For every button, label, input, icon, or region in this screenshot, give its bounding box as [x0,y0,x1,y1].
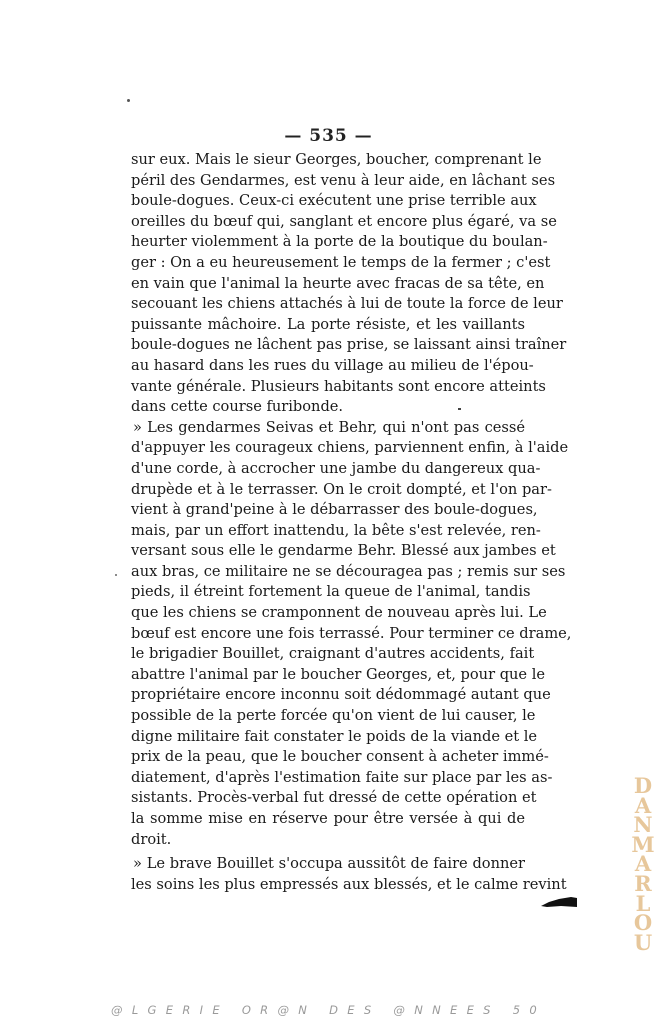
text-line: boule-dogues ne lâchent pas prise, se laissant ainsi traîner [131,336,567,354]
text-line: mais, par un effort inattendu, la bête s'est relevée, ren- [131,521,541,539]
text-line: dans cette course furibonde. [131,398,344,416]
footer-watermark: @LGERIE OR@N DES @NNEES 50 [111,1003,546,1017]
text-line: heurter violemment à la porte de la boutique du boulan- [131,233,548,251]
text-line: oreilles du bœuf qui, sanglant et encore plus égaré, va se [131,212,557,230]
text-line: boule-dogues. Ceux-ci exécutent une prise terrible aux [131,192,537,210]
page-number: — 535 — [284,126,373,146]
text-line: possible de la perte forcée qu'on vient de lui causer, le [131,707,536,725]
text-line: » Le brave Bouillet s'occupa aussitôt de faire donner [133,855,525,873]
text-line: d'appuyer les courageux chiens, parviennent enfin, à l'aide [131,439,569,457]
text-line: les soins les plus empressés aux blessés, et le calme revint [131,875,567,893]
text-line: au hasard dans les rues du village au milieu de l'épou- [131,356,534,374]
text-line: » Les gendarmes Seivas et Behr, qui n'ont pas cessé [133,418,525,436]
ink-speck [127,99,130,102]
text-line: d'une corde, à accrocher une jambe du dangereux qua- [131,459,541,477]
text-line: sur eux. Mais le sieur Georges, boucher, comprenant le [131,151,542,168]
text-line: vient à grand'peine à le débarrasser des boule-dogues, [131,501,538,519]
text-line: en vain que l'animal la heurte avec fracas de sa tête, en [131,274,545,292]
text-line: ger : On a eu heureusement le temps de la fermer ; c'est [131,253,551,271]
text-line: secouant les chiens attachés à lui de toute la force de leur [131,295,563,313]
text-line: le brigadier Bouillet, craignant d'autres accidents, fait [131,645,535,663]
text-line: propriétaire encore inconnu soit dédommagé autant que [131,686,551,704]
text-line: vante générale. Plusieurs habitants sont encore atteints [131,377,546,395]
text-line: abattre l'animal par le boucher Georges, et, pour que le [131,665,546,683]
ink-blot-icon [541,896,577,908]
text-line: diatement, d'après l'estimation faite sur place par les as- [131,768,553,786]
text-line: versant sous elle le gendarme Behr. Blessé aux jambes et [131,542,556,560]
text-line: droit. [131,830,172,848]
text-line: pieds, il étreint fortement la queue de l'animal, tandis [131,583,531,601]
text-line: puissante mâchoire. La porte résiste, et les vaillants [131,315,525,333]
body-text [131,150,572,895]
text-line: drupède et à le terrasser. On le croit dompté, et l'on par- [131,480,552,498]
text-line: aux bras, ce militaire ne se découragea pas ; remis sur ses [131,562,566,580]
text-line: la somme mise en réserve pour être versée à qui de [131,810,525,827]
text-line: bœuf est encore une fois terrassé. Pour terminer ce drame, [131,624,572,642]
side-watermark: DANMARLOU [631,773,655,955]
text-line: que les chiens se cramponnent de nouveau après lui. Le [131,604,547,622]
ink-speck [115,574,117,576]
text-line: péril des Gendarmes, est venu à leur aide, en lâchant ses [131,171,556,189]
text-line: digne militaire fait constater le poids de la viande et le [131,727,538,745]
text-line: prix de la peau, que le boucher consent à acheter immé- [131,748,549,766]
text-line: sistants. Procès-verbal fut dressé de cette opération et [131,789,537,807]
